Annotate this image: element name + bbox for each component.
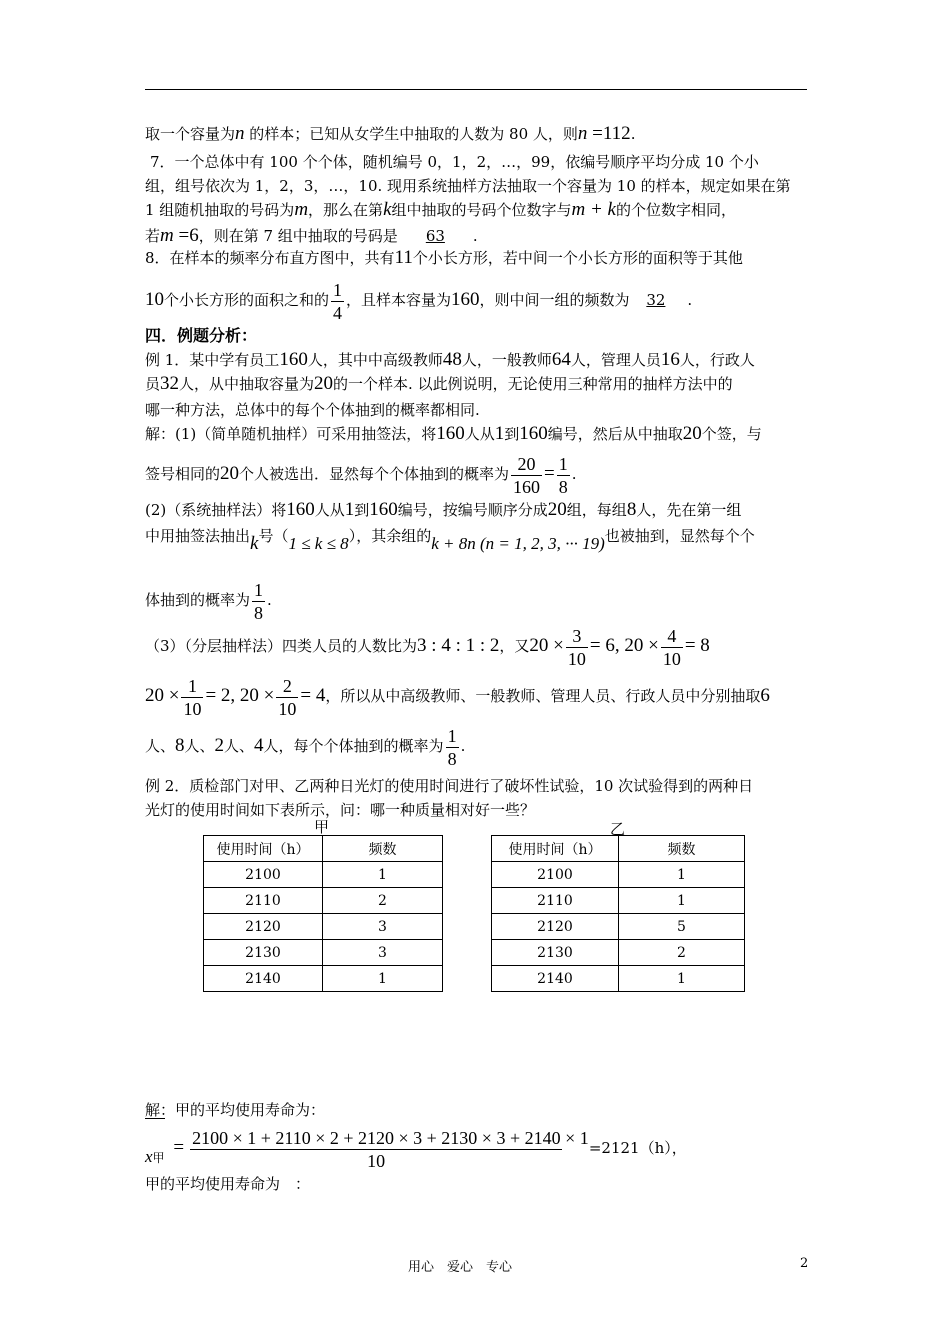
- ex1-line1: 例 1．某中学有员工160人，其中中高级教师48人，一般教师64人，管理人员16人，行政人: [145, 349, 755, 370]
- table-row: 2130 3: [204, 940, 443, 966]
- sol-formula: x甲 = $\frac{2100 \times 1 + 2110 \times 2 + 2120 \times 3 + 2130 \times 3 + 2140 \times 1}{10}$ =2121（h），: [145, 1118, 687, 1180]
- ex2-line2: 光灯的使用时间如下表所示，问：哪一种质量相对好一些？: [145, 801, 536, 819]
- fraction: $\frac{1}{8}$: [558, 453, 568, 497]
- header-rule: [145, 89, 807, 90]
- ex1-sol2c: 体抽到的概率为 $\frac{1}{8}$ .: [145, 579, 272, 623]
- table-row: 2100 1: [204, 862, 443, 888]
- answer-blank: 32: [646, 291, 666, 309]
- fraction: $\frac{1}{8}$: [447, 725, 457, 769]
- sol-line1: 解：甲的平均使用寿命为：: [145, 1101, 326, 1119]
- table-header-row: 使用时间（h） 频数: [204, 836, 443, 862]
- xbar: x甲: [145, 1118, 165, 1180]
- ex1-sol2b: 中用抽签法抽出k号（1 ≤ k ≤ 8），其余组的k + 8n (n = 1, 2, 3, ··· 19)也被抽到，显然每个个: [145, 527, 755, 554]
- ex1-sol3c: 人、8人、2人、4人，每个个体抽到的概率为 $\frac{1}{8}$ .: [145, 725, 466, 769]
- table-yi: [491, 835, 745, 992]
- table-row: 2120 5: [492, 914, 745, 940]
- ex1-sol1b: 签号相同的20个人被选出．显然每个个体抽到的概率为 $\frac{20}{160}$ = $\frac{1}{8}$ .: [145, 453, 577, 497]
- ex1-sol2: (2)（系统抽样法）将160人从1到160编号，按编号顺序分成20组，每组8人，先在第一组: [145, 499, 742, 520]
- fraction: $\frac{1}{8}$: [254, 579, 264, 623]
- table-row: 2140 1: [204, 966, 443, 992]
- fraction: $\frac{1}{4}$: [333, 279, 343, 323]
- fraction: $\frac{20}{160}$: [513, 453, 541, 497]
- ex1-line2: 员32人，从中抽取容量为20的一个样本. 以此例说明，无论使用三种常用的抽样方法中的: [145, 373, 733, 394]
- table-row: 2100 1: [492, 862, 745, 888]
- page-number: 2: [800, 1256, 809, 1271]
- table-row: 2130 2: [492, 940, 745, 966]
- table-header-row: 使用时间（h） 频数: [492, 836, 745, 862]
- ex1-line3: 哪一种方法，总体中的每个个体抽到的概率都相同.: [145, 401, 480, 419]
- table-jia: [203, 835, 443, 992]
- table-caption-jia: 甲: [314, 818, 330, 836]
- fraction: $\frac{3}{10}$: [567, 625, 586, 669]
- ex1-sol3b: 20 × $\frac{1}{10}$ = 2, 20 × $\frac{2}{10}$ = 4，所以从中高级教师、一般教师、管理人员、行政人员中分别抽取6: [145, 675, 770, 719]
- p7-line4: 若m =6，则在第 7 组中抽取的号码是 63 .: [145, 225, 478, 246]
- section-title: 四．例题分析：: [145, 326, 258, 345]
- table-caption-yi: 乙: [610, 820, 626, 838]
- answer-blank: 63: [425, 227, 445, 245]
- table-row: 2110 1: [492, 888, 745, 914]
- p8-line2: 10个小长方形的面积之和的 $\frac{1}{4}$ ，且样本容量为160，则中间一组的频数为 32 .: [145, 279, 693, 323]
- fraction: $\frac{4}{10}$: [662, 625, 681, 669]
- p8-line1: 8．在样本的频率分布直方图中，共有11个小长方形，若中间一个小长方形的面积等于其他: [145, 247, 743, 268]
- footer-center: 用心 爱心 专心: [408, 1260, 513, 1275]
- ex1-sol1: 解：(1)（简单随机抽样）可采用抽签法，将160人从1到160编号，然后从中抽取20个签，与: [145, 423, 762, 444]
- p7-line3: 1 组随机抽取的号码为m，那么在第k组中抽取的号码个位数字与m + k的个位数字相同，: [145, 199, 737, 220]
- mean-fraction: $\frac{2100 \times 1 + 2110 \times 2 + 2120 \times 3 + 2130 \times 3 + 2140 \times 1}{10}$: [192, 1127, 589, 1171]
- fraction: $\frac{2}{10}$: [278, 675, 297, 719]
- ex1-sol3: （3）（分层抽样法）四类人员的人数比为3 : 4 : 1 : 2，又20 × $\frac{3}{10}$ = 6, 20 × $\frac{4}{10}$ = 8: [145, 625, 710, 669]
- p7-line2: 组，组号依次为 1，2，3，…，10. 现用系统抽样方法抽取一个容量为 10 的样本，规定如果在第: [145, 177, 791, 195]
- ex2-line1: 例 2．质检部门对甲、乙两种日光灯的使用时间进行了破坏性试验，10 次试验得到的两种日: [145, 777, 754, 795]
- sol-line3: 甲的平均使用寿命为 ：: [145, 1175, 311, 1193]
- table-row: 2110 2: [204, 888, 443, 914]
- table-row: 2120 3: [204, 914, 443, 940]
- p7-line1: 7．一个总体中有 100 个个体，随机编号 0，1，2，…，99，依编号顺序平均分成 10 个小: [150, 153, 759, 171]
- fraction: $\frac{1}{10}$: [183, 675, 202, 719]
- table-row: 2140 1: [492, 966, 745, 992]
- text-line: 取一个容量为n 的样本；已知从女学生中抽取的人数为 80 人，则n =112.: [145, 123, 636, 144]
